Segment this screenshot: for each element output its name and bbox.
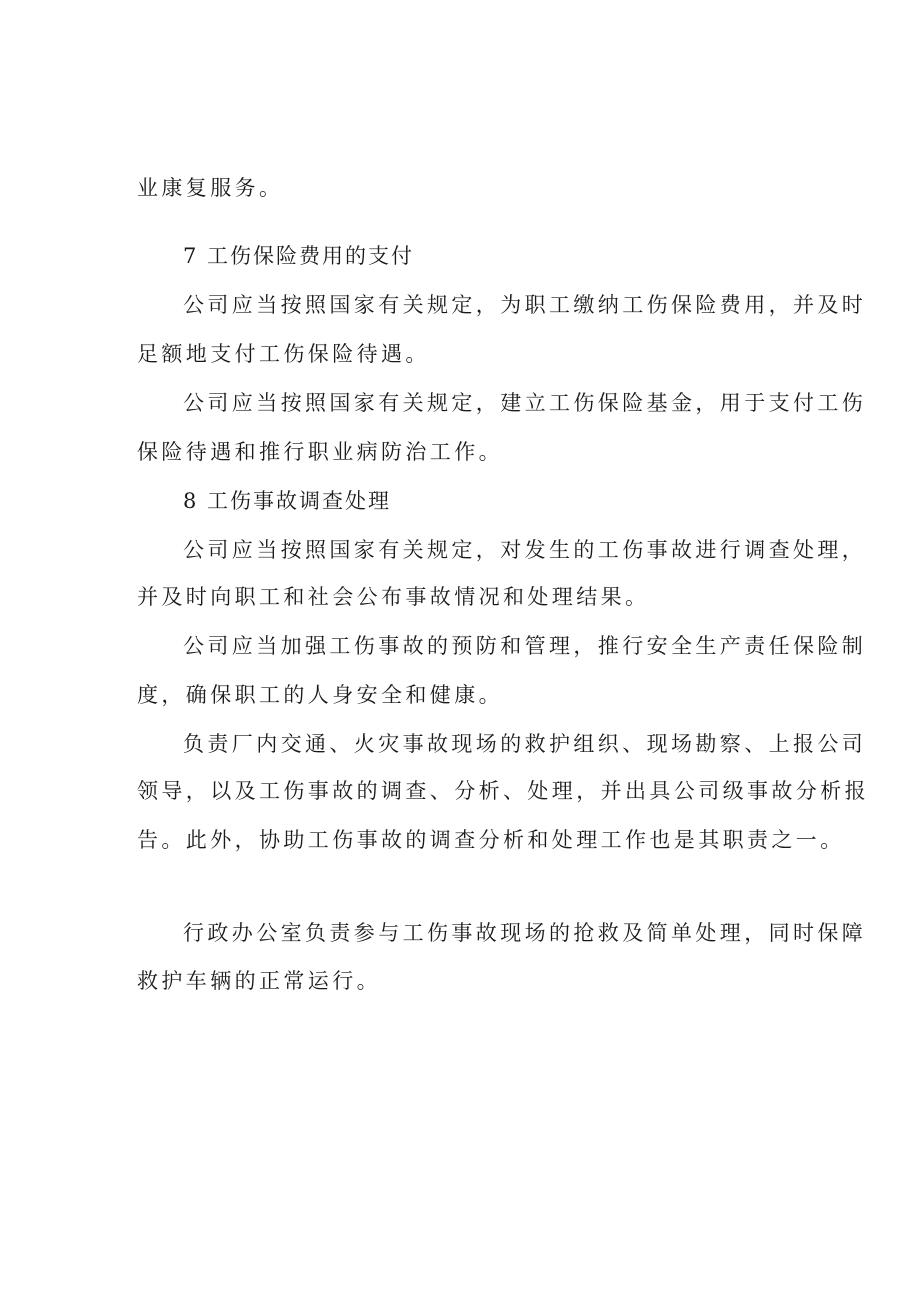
text-line: 领导，以及工伤事故的调查、分析、处理，并出具公司级事故分析报 xyxy=(137,779,869,803)
text-line: 告。此外，协助工伤事故的调查分析和处理工作也是其职责之一。 xyxy=(137,828,845,852)
text-line: 公司应当按照国家有关规定，建立工伤保险基金，用于支付工伤 xyxy=(183,391,867,415)
text-line: 保险待遇和推行职业病防治工作。 xyxy=(137,440,503,464)
section-heading-8: 8 工伤事故调查处理 xyxy=(183,489,392,513)
text-line: 足额地支付工伤保险待遇。 xyxy=(137,342,430,366)
text-line: 救护车辆的正常运行。 xyxy=(137,969,381,993)
section-heading-7: 7 工伤保险费用的支付 xyxy=(183,244,415,268)
text-line: 度，确保职工的人身安全和健康。 xyxy=(137,683,503,707)
text-line: 行政办公室负责参与工伤事故现场的抢救及简单处理，同时保障 xyxy=(183,921,867,945)
text-line: 业康复服务。 xyxy=(137,176,284,200)
text-line: 负责厂内交通、火灾事故现场的救护组织、现场勘察、上报公司 xyxy=(183,732,867,756)
text-line: 并及时向职工和社会公布事故情况和处理结果。 xyxy=(137,585,650,609)
text-line: 公司应当按照国家有关规定，为职工缴纳工伤保险费用，并及时 xyxy=(183,293,867,317)
text-line: 公司应当按照国家有关规定，对发生的工伤事故进行调查处理， xyxy=(183,538,867,562)
text-line: 公司应当加强工伤事故的预防和管理，推行安全生产责任保险制 xyxy=(183,634,867,658)
